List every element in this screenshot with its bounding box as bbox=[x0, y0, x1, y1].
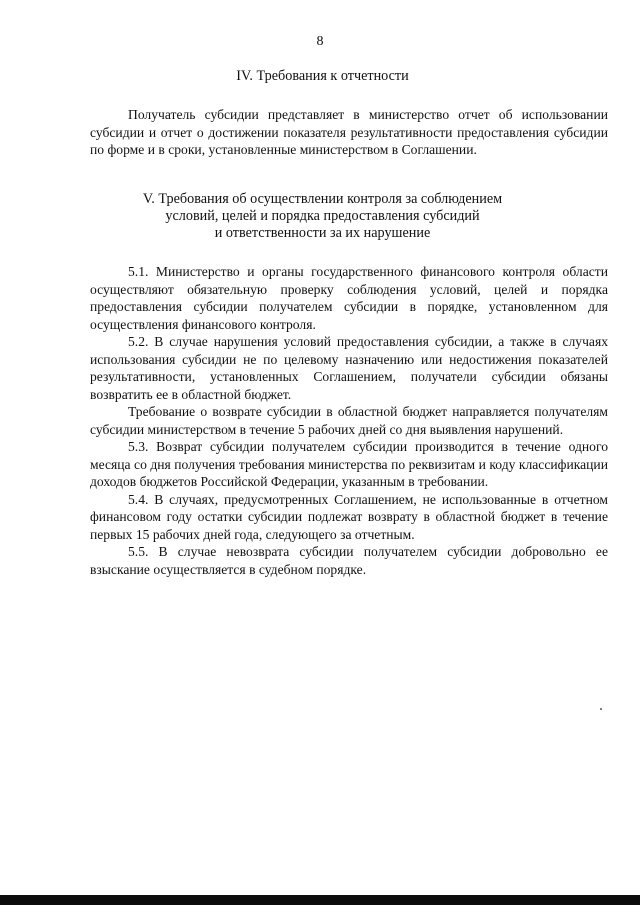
section-5-heading-line: V. Требования об осуществлении контроля за соблюдением bbox=[142, 191, 503, 207]
section-4-heading-text: IV. Требования к отчетности bbox=[236, 68, 409, 84]
page-number: 8 bbox=[316, 34, 324, 49]
scan-artifact bbox=[600, 708, 602, 710]
section-4-heading bbox=[60, 68, 585, 85]
paragraph: Получатель субсидии представляет в министерство отчет об использовании субсидии и отчет о достижении показателя результативности предоставления субсидии по форме и в сроки, установленные министерством в Соглашении. bbox=[90, 107, 608, 157]
section-5-heading-line: условий, целей и порядка предоставления субсидий bbox=[165, 208, 480, 224]
section-5-heading bbox=[60, 191, 585, 242]
paragraph-5-3: 5.3. Возврат субсидии получателем субсидии производится в течение одного месяца со дня получения требования министерства по реквизитам и коду классификации доходов бюджетов Российской Федерации, указанным в требовании. bbox=[90, 439, 608, 489]
section-5-heading-line: и ответственности за их нарушение bbox=[214, 225, 431, 241]
paragraph-5-2: 5.2. В случае нарушения условий предоставления субсидии, а также в случаях использования субсидии не по целевому назначению или недостижения показателей результативности, установленных Соглашением, получатели субсидии обязаны возвратить ее в областной бюджет. bbox=[90, 334, 608, 402]
section-4-body bbox=[90, 106, 608, 159]
scan-edge-bar bbox=[0, 895, 640, 905]
section-5-body bbox=[90, 263, 608, 578]
paragraph-5-5: 5.5. В случае невозврата субсидии получателем субсидии добровольно ее взыскание осуществляется в судебном порядке. bbox=[90, 544, 608, 577]
paragraph-5-1: 5.1. Министерство и органы государственного финансового контроля области осуществляют обязательную проверку соблюдения условий, целей и порядка предоставления субсидии получателем субсидии в порядке, установленном для осуществления финансового контроля. bbox=[90, 264, 608, 332]
paragraph-5-2-requirement: Требование о возврате субсидии в областной бюджет направляется получателям субсидии министерством в течение 5 рабочих дней со дня выявления нарушений. bbox=[90, 404, 608, 437]
paragraph-5-4: 5.4. В случаях, предусмотренных Соглашением, не использованные в отчетном финансовом году остатки субсидии подлежат возврату в областной бюджет в течение первых 15 рабочих дней года, следующего за отчетным. bbox=[90, 491, 608, 542]
